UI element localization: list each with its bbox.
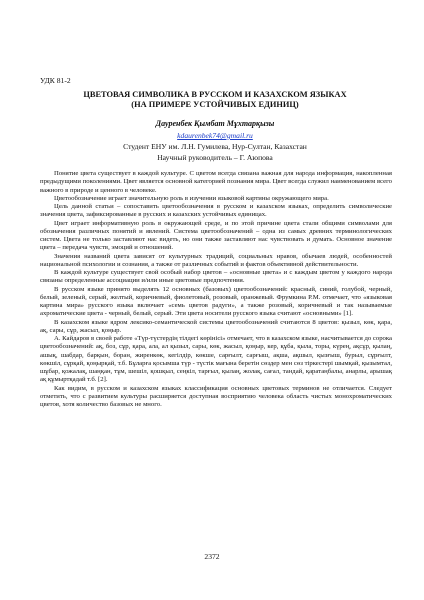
author-name: Дауренбек Қымбат Мұхтарқызы bbox=[155, 119, 275, 128]
scientific-supervisor: Научный руководитель – Г. Аюпова bbox=[157, 153, 273, 162]
paragraph: Цель данной статьи – сопоставить цветообозначения в русском и казахском языках, определить символические значения цвета, зафиксированные в русских и казахских устойчивых единицах. bbox=[40, 203, 392, 219]
article-body bbox=[40, 170, 392, 409]
article-title-line-2: (НА ПРИМЕРЕ УСТОЙЧИВЫХ ЕДИНИЦ) bbox=[131, 100, 299, 109]
udk-code: УДК 81-2 bbox=[40, 76, 71, 85]
paragraph: Цветообозначение играет значительную роль в изучении языковой картины окружающего мира. bbox=[54, 194, 329, 202]
paragraph: Понятие цвета существует в каждой культуре. С цветом всегда связана важная для народа информация, накопленная предыдущими поколениями. Цвет является основной категорией познания мира. Цвет всегда служил наименованием всего важного в природе и ценного в человеке. bbox=[40, 170, 392, 194]
article-title-line-1: ЦВЕТОВАЯ СИМВОЛИКА В РУССКОМ И КАЗАХСКОМ ЯЗЫКАХ bbox=[83, 90, 347, 99]
paragraph: В русском языке принято выделять 12 основных (базовых) цветообозначений: красный, синий, голубой, черный, белый, зеленый, серый, желтый, коричневый, фиолетовый, розовый, оранжевый. Фрумкина Р.М. отмечает, что «языковая картина мира» русского языка включает «семь цветов радуги», а также розовый, коричневый и так называемые ахроматические цвета - черный, белый, серый. Эти цвета носители русского языка считают «основными» [1]. bbox=[40, 285, 392, 318]
page-number: 2372 bbox=[204, 552, 220, 561]
paragraph: Значения названий цвета зависят от культурных традиций, социальных нравов, обычаев людей, особенностей национальной психологии и сознания, а также от различных событий и фактов объективной действительности. bbox=[40, 252, 392, 268]
paragraph: Как видим, в русском и казахском языках классификация основных цветовых терминов не отличается. Следует отметить, что с развитием культуры расширяется доступная восприятию человека область чистых монохроматических цветов, хотя количество базовых не много. bbox=[40, 384, 392, 408]
paragraph: В казахском языке ядром лексико-семантической системы цветообозначений считаются 8 цветов: қызыл, көк, қара, ақ, сары, сұр, жасыл, қоңыр. bbox=[40, 318, 392, 334]
paragraph: В каждой культуре существует свой особый набор цветов – «основные цвета» и с каждым цветом у каждого народа связаны определенные ассоциации и/или иные цветовые предпочтения. bbox=[40, 269, 392, 285]
author-affiliation: Студент ЕНУ им. Л.Н. Гумилева, Нур-Султан, Казахстан bbox=[123, 142, 307, 151]
paragraph: Цвет играет информативную роль в окружающей среде, и по этой причине цвета стали общими символами для обозначения различных понятий и явлений. Система цветообозначений – одна из самых древних терминологических систем. Цвета не только заставляют нас видеть, но они также заставляют нас чувствовать и думать. Основное значение цвета – передача чувств, эмоций и отношений. bbox=[40, 219, 392, 252]
paragraph: А. Кайдаров в своей работе «Түр-түстердің тілдегі көрінісі» отмечает, что в казахском языке, насчитывается до сорока цветообозначений: ақ, боз, сұр, қара, ала, ал қызыл, сары, көк, жасыл, қоңыр, кер, құба, қыла, торы, күрең, ақсұр, қылаң, ашық, шабдар, барқын, боран, жиренкөк, кегілдір, көкше, сарғылт, сарғыш, ақша, ақшыл, қызғыш, бурыл, сұрғылт, көкшіл, сұрқай, қоңырқай, т.б. Бұларға қосымша түр - түстік мағына беретін сөздер мен сөз тіркестері шымқай, қызымтал, шұбар, қожалақ, шаңқан, тұм, шешіл, қошқыл, сеңкіл, тарғыл, қылаң, жолақ, сағал, тандай, қаратаңбалы, анарлы, арышақ ақ құмыртқадай т.б. [2]. bbox=[40, 335, 392, 384]
author-email-link[interactable]: kdaurenbek74@gmail.ru bbox=[177, 131, 253, 140]
